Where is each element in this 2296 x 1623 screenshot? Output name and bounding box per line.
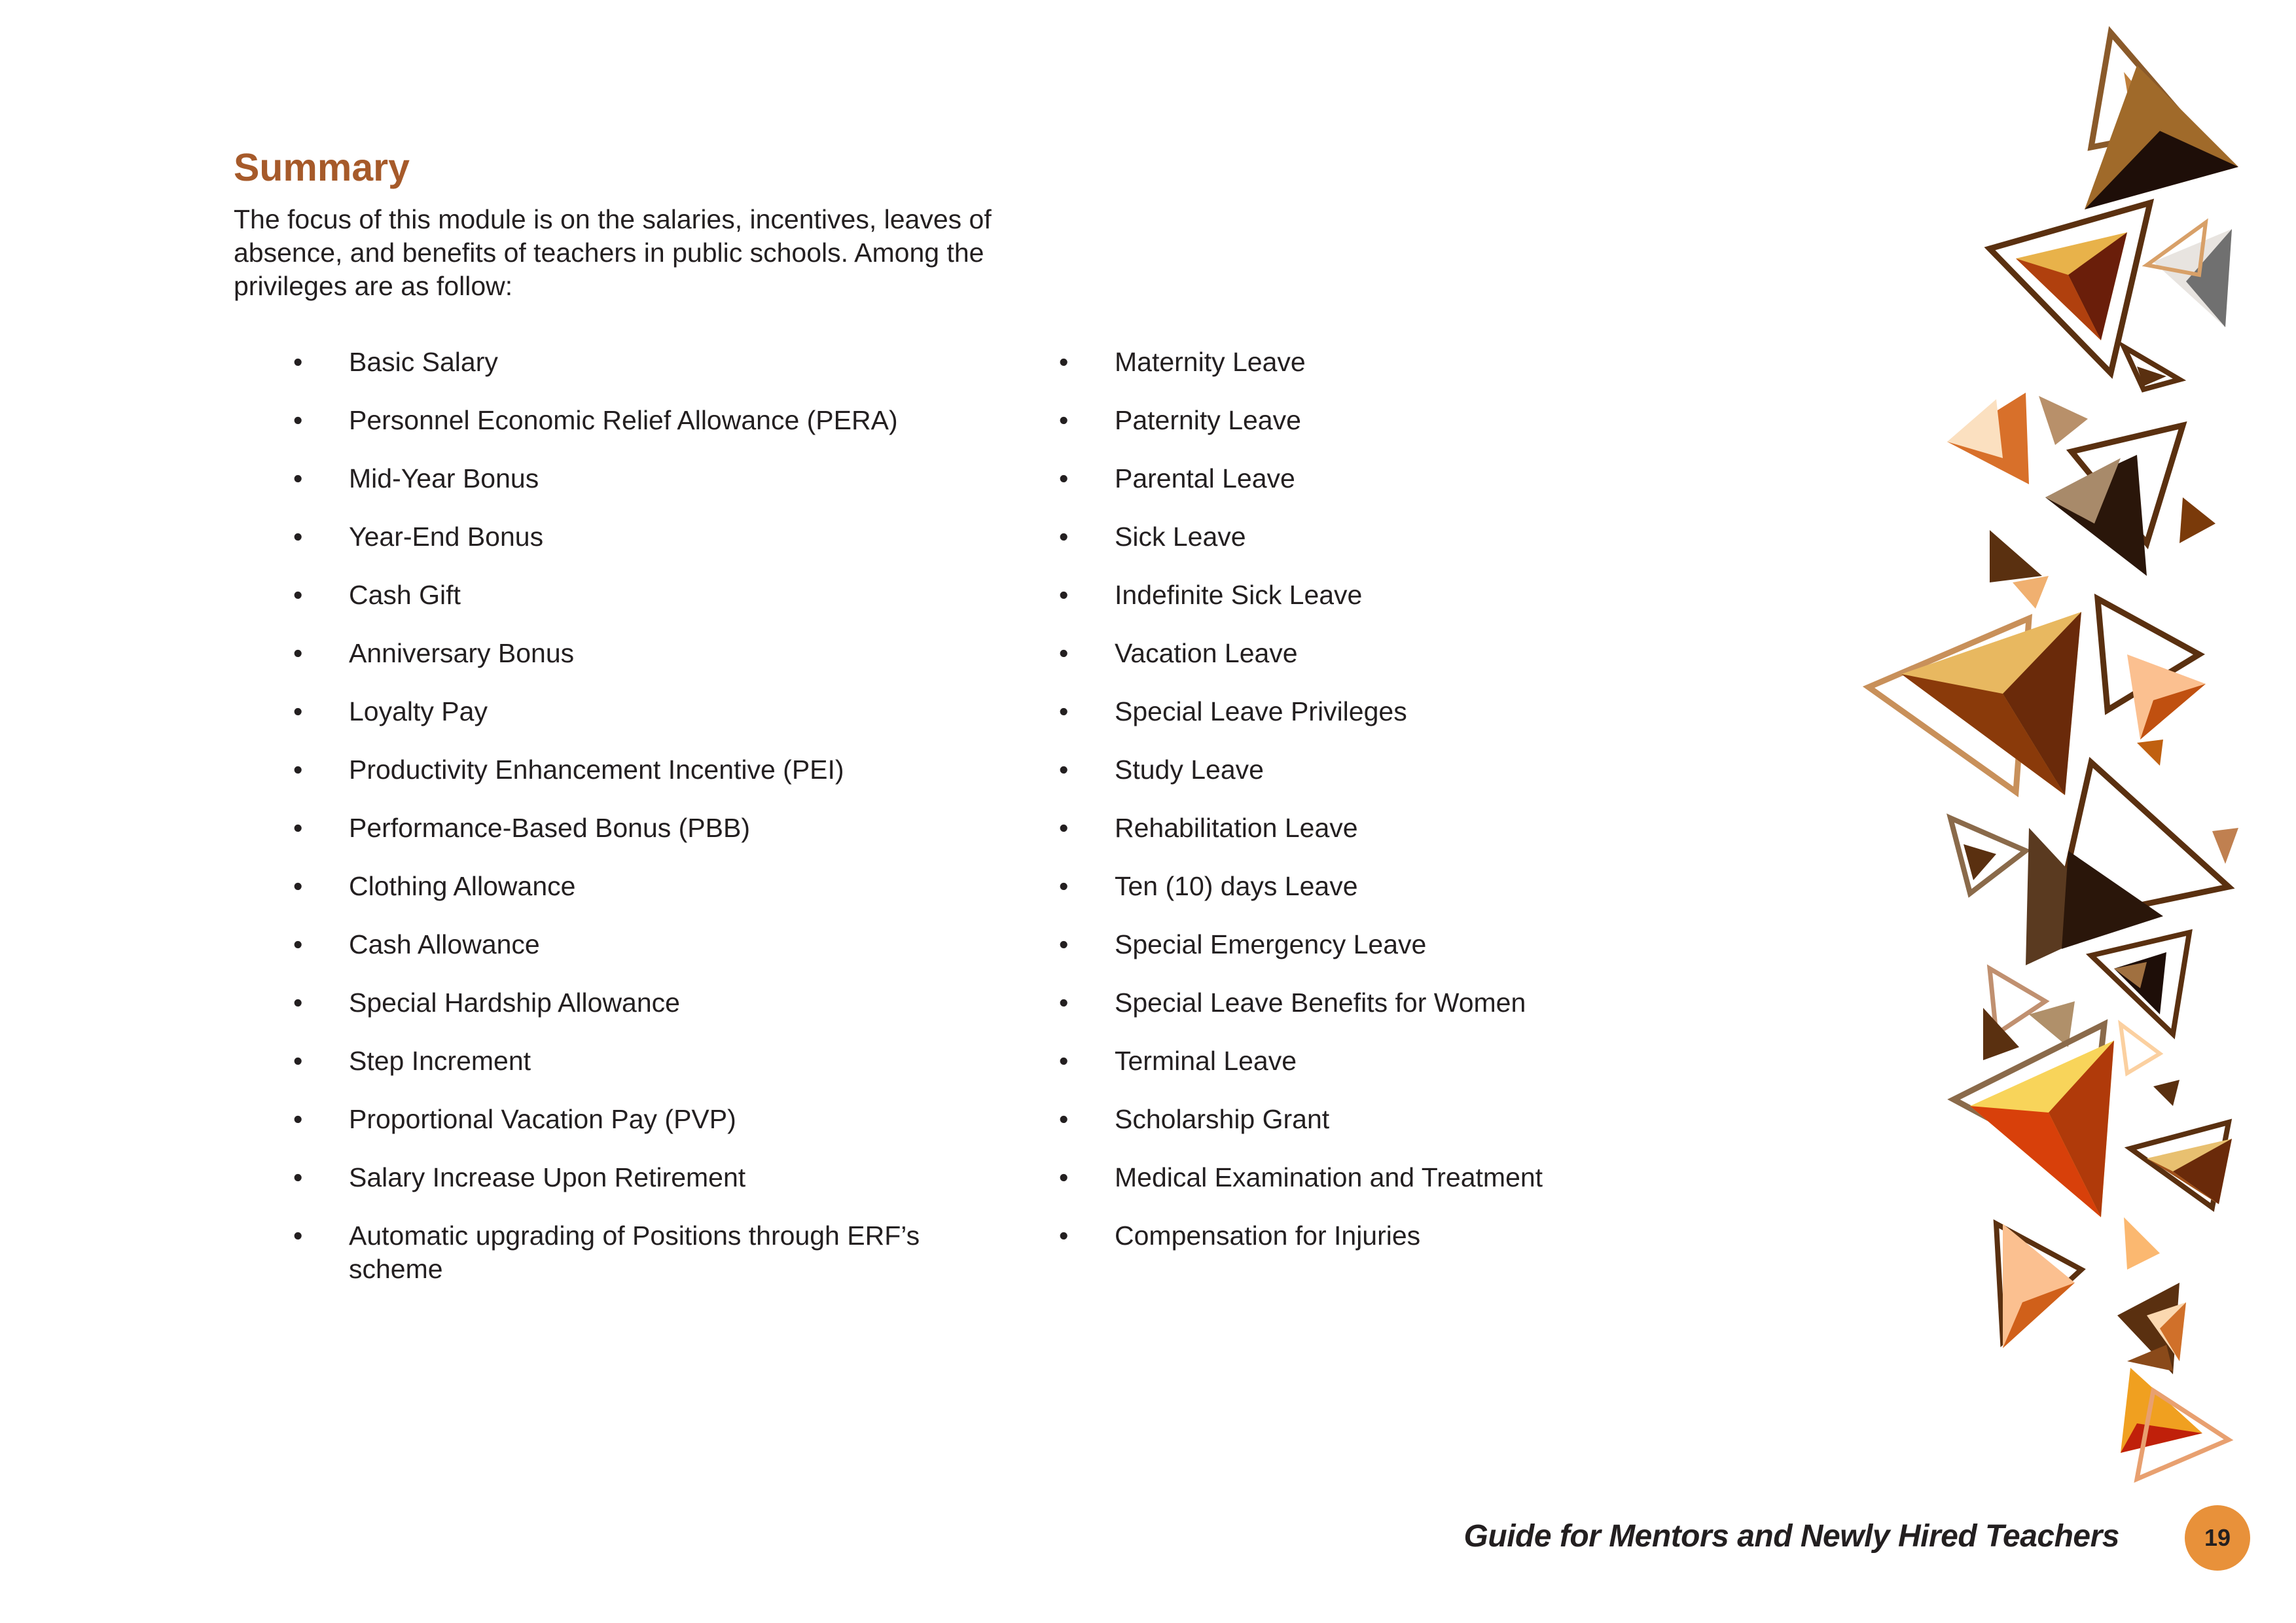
leave-benefit-item-label: Paternity Leave: [1115, 405, 1301, 435]
leave-benefits-list: [1054, 346, 1774, 1277]
leave-benefit-item: [1054, 346, 1774, 404]
bullet-icon: •: [1059, 929, 1069, 959]
leave-benefit-item-label: Maternity Leave: [1115, 347, 1306, 377]
bullet-icon: •: [293, 580, 303, 610]
leave-benefit-item-label: Vacation Leave: [1115, 638, 1298, 668]
summary-heading: Summary: [234, 146, 410, 189]
salary-benefit-item: [288, 812, 1008, 870]
salary-benefit-item: [288, 346, 1008, 404]
leave-benefit-item-label: Indefinite Sick Leave: [1115, 580, 1363, 610]
bullet-icon: •: [293, 988, 303, 1018]
leave-benefit-item-label: Compensation for Injuries: [1115, 1221, 1421, 1251]
leave-benefit-item: [1054, 462, 1774, 520]
salary-benefit-item: [288, 404, 1008, 462]
bullet-icon: •: [293, 638, 303, 668]
summary-intro: The focus of this module is on the salaries, incentives, leaves of absence, and benefits of teachers in public schools. Among the privileges are as follow:: [234, 204, 992, 301]
bullet-icon: •: [1059, 988, 1069, 1018]
salary-benefit-item: [288, 1219, 1008, 1286]
bullet-icon: •: [1059, 580, 1069, 610]
leave-benefit-item: [1054, 870, 1774, 928]
salary-benefit-item: [288, 695, 1008, 753]
bullet-icon: •: [1059, 638, 1069, 668]
leave-benefit-item: [1054, 695, 1774, 753]
bullet-icon: •: [293, 1221, 303, 1251]
bullet-icon: •: [1059, 755, 1069, 785]
leave-benefit-item: [1054, 579, 1774, 637]
bullet-icon: •: [293, 1104, 303, 1134]
salary-benefit-item-label: Cash Gift: [349, 580, 461, 610]
salary-benefit-item-label: Special Hardship Allowance: [349, 988, 680, 1018]
bullet-icon: •: [293, 405, 303, 435]
salary-benefit-item-label: Proportional Vacation Pay (PVP): [349, 1104, 736, 1134]
bullet-icon: •: [293, 463, 303, 493]
leave-benefit-item-label: Scholarship Grant: [1115, 1104, 1330, 1134]
bullet-icon: •: [1059, 347, 1069, 377]
page-number-badge: 19: [2185, 1505, 2250, 1571]
salary-benefit-item-label: Cash Allowance: [349, 929, 540, 959]
salary-benefit-item: [288, 1161, 1008, 1219]
leave-benefit-item: [1054, 1219, 1774, 1277]
leave-benefit-item: [1054, 1161, 1774, 1219]
leave-benefit-item: [1054, 1044, 1774, 1103]
salary-benefit-item: [288, 520, 1008, 579]
bullet-icon: •: [1059, 522, 1069, 552]
salary-benefit-item: [288, 462, 1008, 520]
leave-benefit-item: [1054, 1103, 1774, 1161]
salary-benefit-item: [288, 753, 1008, 812]
bullet-icon: •: [293, 347, 303, 377]
bullet-icon: •: [1059, 405, 1069, 435]
leave-benefit-item: [1054, 520, 1774, 579]
salary-benefit-item-label: Loyalty Pay: [349, 696, 488, 726]
leave-benefit-item-label: Medical Examination and Treatment: [1115, 1162, 1543, 1192]
bullet-icon: •: [1059, 1221, 1069, 1251]
leave-benefit-item-label: Special Emergency Leave: [1115, 929, 1427, 959]
salary-benefit-item-label: Performance-Based Bonus (PBB): [349, 813, 750, 843]
footer-guide-title: Guide for Mentors and Newly Hired Teachers: [1463, 1519, 2119, 1554]
leave-benefit-item: [1054, 986, 1774, 1044]
leave-benefit-item-label: Ten (10) days Leave: [1115, 871, 1358, 901]
bullet-icon: •: [293, 696, 303, 726]
salary-benefit-item-label: Clothing Allowance: [349, 871, 576, 901]
salary-benefit-item: [288, 1044, 1008, 1103]
salary-benefit-item-label: Year-End Bonus: [349, 522, 544, 552]
leave-benefit-item: [1054, 812, 1774, 870]
bullet-icon: •: [1059, 871, 1069, 901]
bullet-icon: •: [293, 813, 303, 843]
bullet-icon: •: [293, 929, 303, 959]
bullet-icon: •: [293, 755, 303, 785]
salary-benefit-item: [288, 870, 1008, 928]
bullet-icon: •: [293, 1046, 303, 1076]
leave-benefit-item: [1054, 753, 1774, 812]
leave-benefit-item-label: Rehabilitation Leave: [1115, 813, 1358, 843]
salary-benefit-item: [288, 1103, 1008, 1161]
bullet-icon: •: [1059, 696, 1069, 726]
salary-benefit-item: [288, 637, 1008, 695]
salary-benefits-list: [288, 346, 1008, 1286]
salary-benefit-item-label: Automatic upgrading of Positions through ERF’s scheme: [349, 1221, 920, 1284]
salary-benefit-item-label: Step Increment: [349, 1046, 531, 1076]
bullet-icon: •: [293, 1162, 303, 1192]
leave-benefit-item-label: Sick Leave: [1115, 522, 1246, 552]
leave-benefit-item-label: Terminal Leave: [1115, 1046, 1297, 1076]
salary-benefit-item-label: Basic Salary: [349, 347, 498, 377]
bullet-icon: •: [293, 871, 303, 901]
leave-benefit-item-label: Special Leave Privileges: [1115, 696, 1407, 726]
bullet-icon: •: [1059, 1104, 1069, 1134]
salary-benefit-item: [288, 579, 1008, 637]
bullet-icon: •: [293, 522, 303, 552]
leave-benefit-item: [1054, 404, 1774, 462]
bullet-icon: •: [1059, 1046, 1069, 1076]
salary-benefit-item-label: Personnel Economic Relief Allowance (PERA): [349, 405, 898, 435]
salary-benefit-item: [288, 928, 1008, 986]
leave-benefit-item-label: Parental Leave: [1115, 463, 1295, 493]
salary-benefit-item-label: Productivity Enhancement Incentive (PEI): [349, 755, 844, 785]
leave-benefit-item-label: Special Leave Benefits for Women: [1115, 988, 1526, 1018]
salary-benefit-item-label: Salary Increase Upon Retirement: [349, 1162, 746, 1192]
salary-benefit-item-label: Mid-Year Bonus: [349, 463, 539, 493]
salary-benefit-item: [288, 986, 1008, 1044]
bullet-icon: •: [1059, 813, 1069, 843]
leave-benefit-item-label: Study Leave: [1115, 755, 1264, 785]
bullet-icon: •: [1059, 1162, 1069, 1192]
leave-benefit-item: [1054, 637, 1774, 695]
salary-benefit-item-label: Anniversary Bonus: [349, 638, 575, 668]
bullet-icon: •: [1059, 463, 1069, 493]
decorative-triangles: [1846, 20, 2291, 1492]
leave-benefit-item: [1054, 928, 1774, 986]
